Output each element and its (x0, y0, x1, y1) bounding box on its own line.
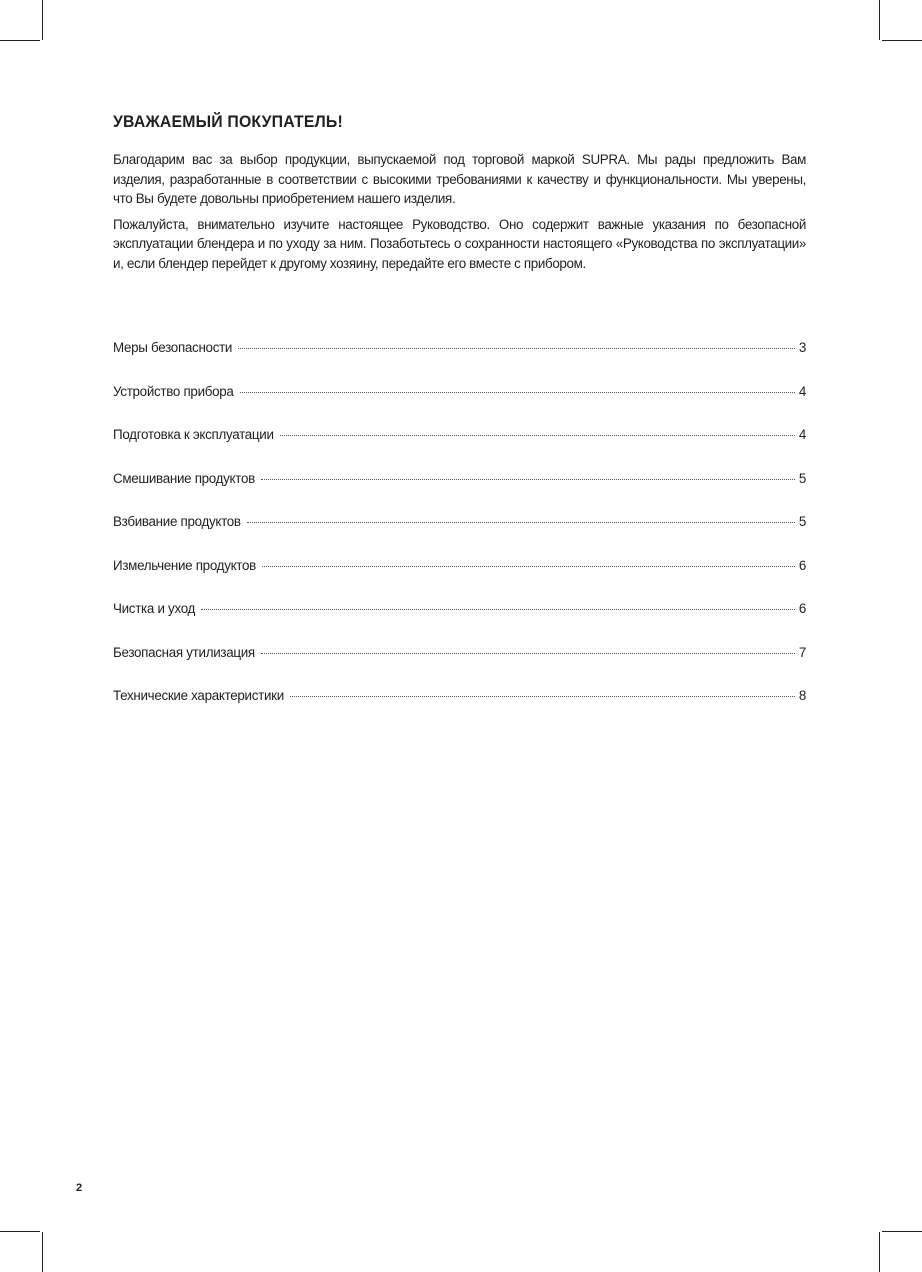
intro-paragraph: Благодарим вас за выбор продукции, выпускаемой под торговой маркой SUPRA. Мы рады предложить Вам изделия, разработанные в соответствии с высокими требованиями к качеству и функциональности. Мы уверены, что Вы будете довольны приобретением нашего изделия. (113, 152, 806, 206)
toc-entry-page: 8 (798, 688, 806, 703)
crop-mark-top-left-horizontal (0, 40, 40, 41)
toc-entry-label: Смешивание продуктов (113, 470, 255, 486)
toc-entry-disposal[interactable] (113, 645, 806, 689)
crop-mark-top-left-vertical (42, 0, 43, 40)
toc-entry-page: 6 (798, 601, 806, 616)
toc-dot-leader (240, 392, 795, 393)
toc-entry-whipping[interactable] (113, 514, 806, 558)
toc-entry-page: 3 (798, 340, 806, 355)
toc-entry-label: Меры безопасности (113, 340, 233, 355)
toc-entry-page: 6 (798, 557, 806, 573)
toc-dot-leader (201, 609, 795, 610)
crop-mark-top-right-vertical (879, 0, 880, 40)
toc-entry-label: Взбивание продуктов (113, 514, 241, 529)
toc-dot-leader (290, 696, 795, 697)
toc-entry-chopping[interactable] (113, 558, 806, 602)
toc-entry-label: Безопасная утилизация (113, 644, 255, 660)
toc-entry-label: Подготовка к эксплуатации (113, 427, 274, 442)
toc-entry-label: Чистка и уход (113, 601, 196, 616)
toc-entry-page: 5 (798, 470, 806, 486)
table-of-contents (113, 340, 806, 732)
toc-entry-preparation[interactable] (113, 427, 806, 471)
toc-dot-leader (280, 435, 795, 436)
crop-mark-bottom-left-horizontal (0, 1231, 40, 1232)
toc-dot-leader (247, 522, 795, 523)
toc-entry-safety[interactable] (113, 340, 806, 384)
toc-entry-page: 4 (798, 383, 806, 399)
toc-entry-page: 5 (798, 514, 806, 529)
toc-dot-leader (261, 653, 795, 654)
page-number: 2 (76, 1182, 83, 1194)
intro-paragraph: Пожалуйста, внимательно изучите настоящее Руководство. Оно содержит важные указания по безопасной эксплуатации блендера и по уходу за ним. Позаботьтесь о сохранности настоящего «Руководства по эксплуатации» и, если блендер перейдет к другому хозяину, передайте его вместе с прибором. (113, 216, 806, 271)
toc-entry-page: 4 (798, 427, 806, 442)
crop-mark-bottom-right-horizontal (882, 1231, 922, 1232)
toc-entry-label: Измельчение продуктов (113, 557, 256, 573)
intro-section (113, 112, 806, 279)
crop-mark-bottom-left-vertical (42, 1232, 43, 1272)
toc-entry-device[interactable] (113, 384, 806, 428)
toc-dot-leader (261, 479, 795, 480)
page-title: УВАЖАЕМЫЙ ПОКУПАТЕЛЬ! (113, 112, 343, 131)
toc-entry-page: 7 (798, 644, 806, 660)
toc-entry-cleaning[interactable] (113, 601, 806, 645)
toc-entry-specifications[interactable] (113, 688, 806, 732)
intro-text (113, 150, 806, 273)
crop-mark-top-right-horizontal (882, 40, 922, 41)
toc-entry-label: Технические характеристики (113, 688, 284, 703)
toc-entry-mixing[interactable] (113, 471, 806, 515)
toc-dot-leader (238, 348, 795, 349)
toc-entry-label: Устройство прибора (113, 383, 234, 399)
crop-mark-bottom-right-vertical (879, 1232, 880, 1272)
toc-dot-leader (262, 566, 795, 567)
